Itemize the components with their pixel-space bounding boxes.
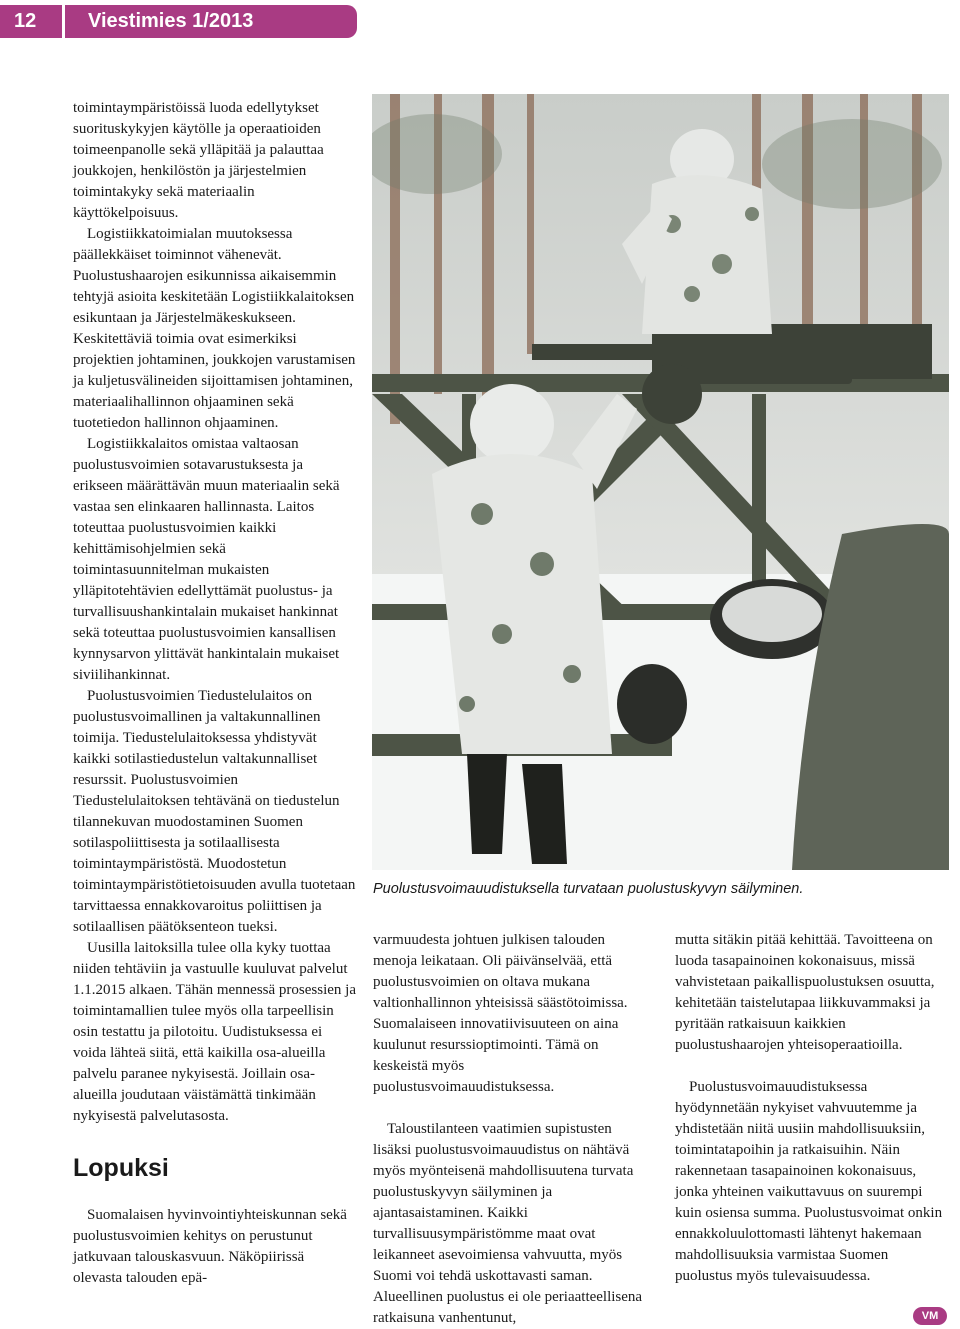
photo-caption: Puolustusvoimauudistuksella turvataan puolustuskyvyn säilyminen. — [373, 881, 804, 897]
article-column-3 — [675, 930, 947, 1287]
section-heading: Lopuksi — [73, 1154, 169, 1182]
issue-title: Viestimies 1/2013 — [88, 10, 254, 32]
paragraph: Logistiikkatoimialan muutoksessa päällekkäiset toiminnot vähenevät. Puolustushaarojen esikunnissa aikaisemmin tehtyjä asioita keskitetään Logistiikkalaitoksen esikuntaan ja Järjestelmäkeskukseen. Keskitettäviä toimia ovat esimerkiksi projektien johtaminen, joukkojen varustamisen ja kuljetusvälineiden sijoittamisen johtaminen, materiaalihallinnon ohjaaminen sekä tuotetiedon hallinnon ohjaaminen. — [73, 226, 356, 431]
article-photo — [372, 94, 949, 870]
paragraph: varmuudesta johtuen julkisen talouden menoja leikataan. Oli päivänselvää, että puolustusvoimien on oltava mukana valtionhallinnon yhteisissä säästötoimissa. Suomalaiseen innovatiivisuuteen on aina kuulunut resurssioptimointi. Tämä on keskeistä myös puolustusvoimauudistuksessa. — [373, 932, 628, 1095]
page-header-bar — [0, 5, 357, 38]
header-divider — [62, 5, 65, 38]
page-number: 12 — [14, 10, 37, 32]
paragraph: Logistiikkalaitos omistaa valtaosan puolustusvoimien sotavarustuksesta ja erikseen määrättävän muun materiaalin sekä vastaa sen elinkaaren hallinnasta. Laitos toteuttaa puolustusvoimien kaikki kehittämisohjelmien sekä toimintasuunnitelman mukaisten ylläpitotehtävien edellyttämät puolustus- ja turvallisuushankintalain mukaiset hankinnat sekä toteuttaa puolustusvoimien kansallisen kynnysarvon ylittävät hankintalain mukaiset siviilihankinnat. — [73, 436, 340, 683]
paragraph: Taloustilanteen vaatimien supistusten lisäksi puolustusvoimauudistus on nähtävä myös myönteisenä mahdollisuutena turvata puolustuskyvyn säilyminen ja ajantasaistaminen. Kaikki turvallisuusympäristömme maat ovat leikanneet asevoimiensa vahvuutta, myös Suomi voi tehdä uskottavasti saman. Alueellinen puolustus ei ole periaatteellisena ratkaisuna vanhentunut, — [373, 1121, 643, 1326]
article-column-2 — [373, 930, 645, 1329]
article-column-1 — [73, 98, 356, 1289]
paragraph: Puolustusvoimien Tiedustelulaitos on puolustusvoimallinen ja valtakunnallinen toimija. Tiedustelulaitoksessa yhdistyvät kaikki sotilastiedustelun valtakunnalliset resurssit. Puolustusvoimien Tiedustelulaitoksen tehtävänä on tiedustelun tilannekuvan muodostaminen Suomen sotilaspoliittisesta ja sotilaallisesta toimintaympäristöstä. Muodostetun toimintaympäristötietoisuuden avulla tuotetaan tarvittaessa ennakkovaroitus poliittisen ja sotilaallisen päätöksenteon tueksi. — [73, 688, 356, 935]
paragraph: Suomalaisen hyvinvointiyhteiskunnan sekä puolustusvoimien kehitys on perustunut jatkuvaan talouskasvuun. Näköpiirissä olevasta talouden epä- — [73, 1207, 347, 1286]
paragraph: toimintaympäristöissä luoda edellytykset suorituskykyjen käytölle ja operaatioiden toimeenpanolle sekä ylläpitää ja palauttaa joukkojen, henkilöstön ja järjestelmien toimintakyky sekä materiaalin käyttökelpoisuus. — [73, 100, 324, 221]
paragraph: Uusilla laitoksilla tulee olla kyky tuottaa niiden tehtäviin ja vastuulle kuuluvat palvelut 1.1.2015 alkaen. Tähän mennessä prosessien ja toimintamallien tulee myös olla tarpeellisin osin testattu ja pilotoitu. Uudistuksessa ei voida lähteä siitä, että kaikilla osa-alueilla palvelu paranee nykyisestä. Joillain osa-alueilla joudutaan väistämättä tinkimään nykyisestä palvelutasosta. — [73, 940, 356, 1124]
paragraph: Puolustusvoimauudistuksessa hyödynnetään nykyiset vahvuutemme ja yhdistetään niitä uusiin mahdollisuuksiin, toimintatapoihin ja ratkaisuihin. Näin rakennetaan tasapainoinen kokonaisuus, jonka yhteinen vaikuttavuus on suurempi kuin osiensa summa. Puolustusvoimat onkin ennakkoluulottomasti lähtenyt hakemaan mahdollisuuksia varmistaa Suomen puolustus myös tulevaisuudessa. — [675, 1079, 943, 1284]
paragraph: mutta sitäkin pitää kehittää. Tavoitteena on luoda tasapainoinen kokonaisuus, missä vahvistetaan paikallispuolustuksen osuutta, kehitetään taistelutapaa liikkuvammaksi ja pyritään ratkaisuun kaikkien puolustushaarojen yhteisoperaatioilla. — [675, 932, 935, 1053]
end-mark-badge: VM — [913, 1307, 947, 1325]
